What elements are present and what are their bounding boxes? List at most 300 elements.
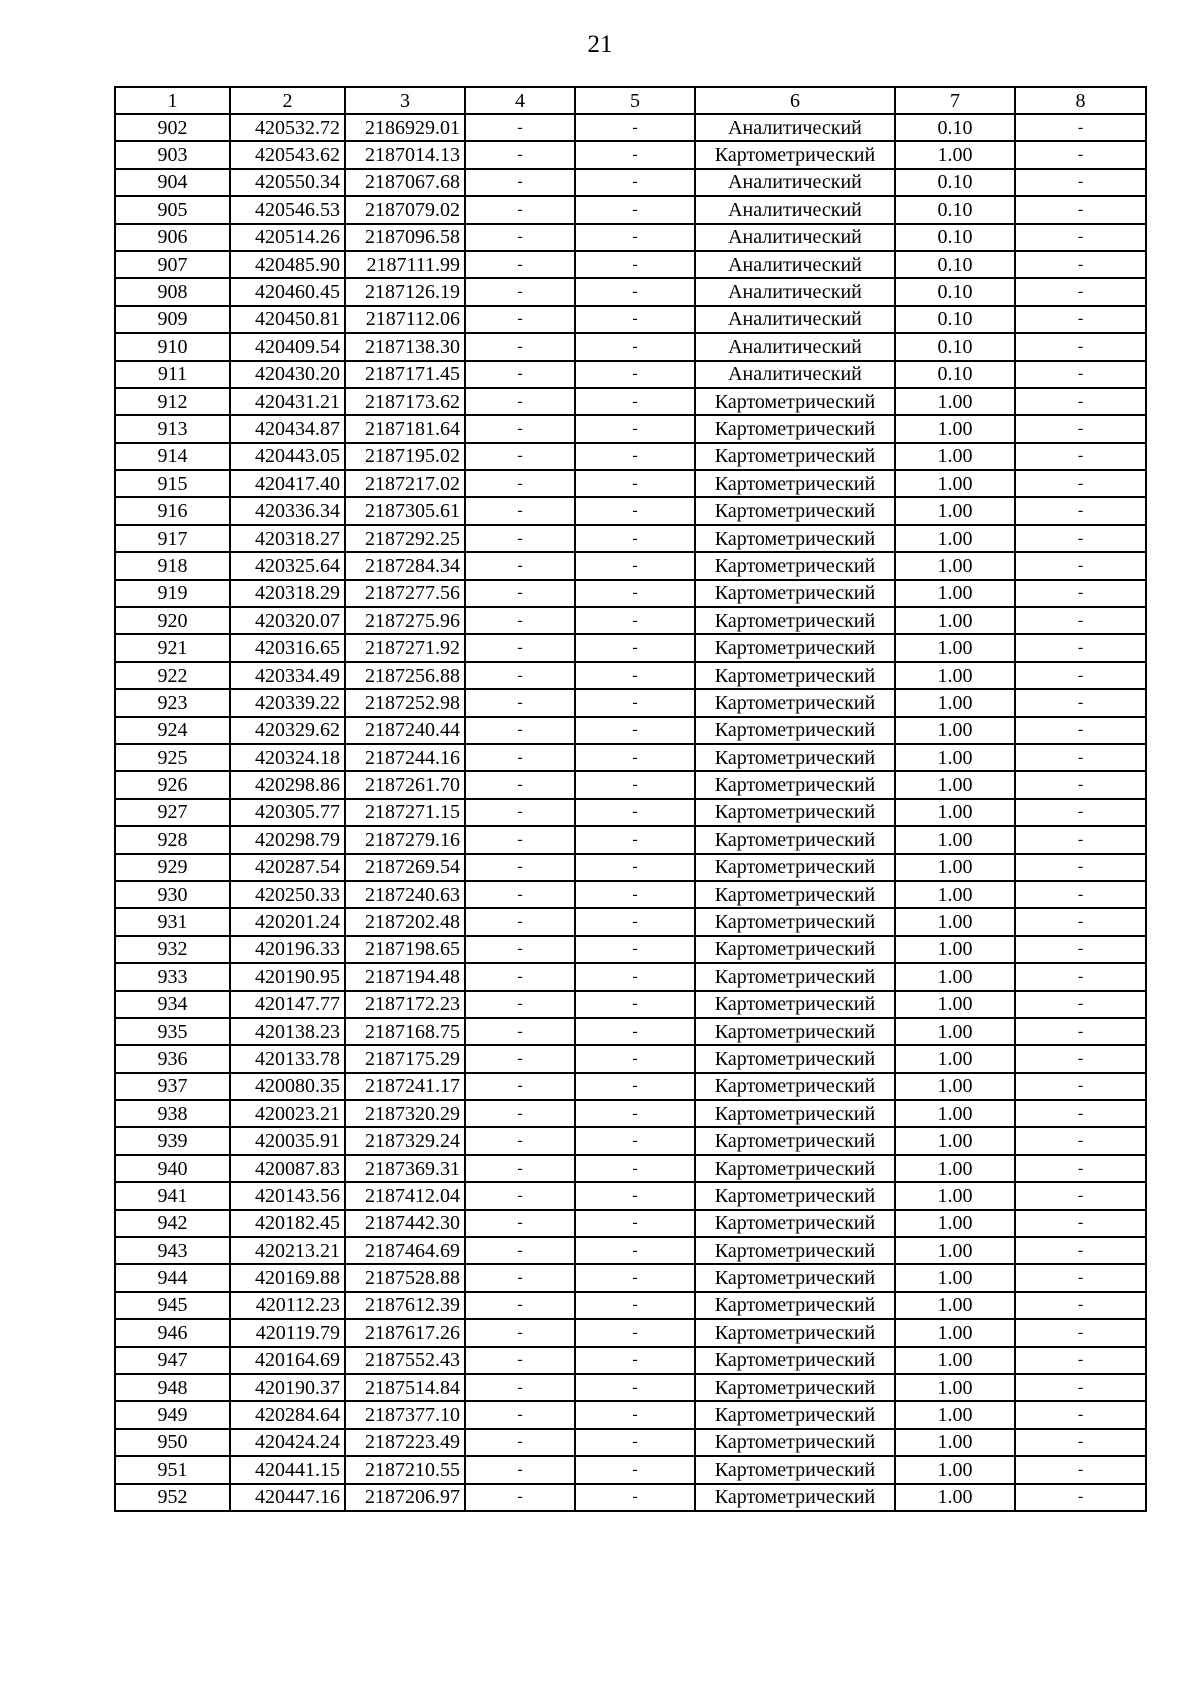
column-4-cell: - bbox=[465, 1319, 575, 1346]
x-coordinate-cell: 420119.79 bbox=[230, 1319, 345, 1346]
method-cell: Картометрический bbox=[695, 1237, 895, 1264]
point-number-cell: 931 bbox=[115, 908, 230, 935]
column-4-cell: - bbox=[465, 799, 575, 826]
point-number-cell: 927 bbox=[115, 799, 230, 826]
accuracy-cell: 1.00 bbox=[895, 1347, 1015, 1374]
y-coordinate-cell: 2187181.64 bbox=[345, 415, 465, 442]
method-cell: Картометрический bbox=[695, 580, 895, 607]
y-coordinate-cell: 2187369.31 bbox=[345, 1155, 465, 1182]
column-5-cell: - bbox=[575, 771, 695, 798]
x-coordinate-cell: 420213.21 bbox=[230, 1237, 345, 1264]
x-coordinate-cell: 420485.90 bbox=[230, 251, 345, 278]
point-number-cell: 906 bbox=[115, 224, 230, 251]
table-row bbox=[115, 1484, 1146, 1511]
point-number-cell: 926 bbox=[115, 771, 230, 798]
y-coordinate-cell: 2187240.44 bbox=[345, 717, 465, 744]
column-5-cell: - bbox=[575, 1045, 695, 1072]
y-coordinate-cell: 2187464.69 bbox=[345, 1237, 465, 1264]
column-8-cell: - bbox=[1015, 607, 1146, 634]
y-coordinate-cell: 2187241.17 bbox=[345, 1073, 465, 1100]
method-cell: Картометрический bbox=[695, 1292, 895, 1319]
method-cell: Картометрический bbox=[695, 634, 895, 661]
method-cell: Картометрический bbox=[695, 1210, 895, 1237]
column-header: 7 bbox=[895, 87, 1015, 114]
column-8-cell: - bbox=[1015, 717, 1146, 744]
y-coordinate-cell: 2187256.88 bbox=[345, 662, 465, 689]
column-5-cell: - bbox=[575, 114, 695, 141]
column-5-cell: - bbox=[575, 141, 695, 168]
column-8-cell: - bbox=[1015, 552, 1146, 579]
column-5-cell: - bbox=[575, 333, 695, 360]
accuracy-cell: 1.00 bbox=[895, 415, 1015, 442]
y-coordinate-cell: 2187329.24 bbox=[345, 1127, 465, 1154]
column-4-cell: - bbox=[465, 470, 575, 497]
column-4-cell: - bbox=[465, 114, 575, 141]
method-cell: Картометрический bbox=[695, 826, 895, 853]
y-coordinate-cell: 2187195.02 bbox=[345, 443, 465, 470]
method-cell: Картометрический bbox=[695, 717, 895, 744]
column-4-cell: - bbox=[465, 1347, 575, 1374]
x-coordinate-cell: 420087.83 bbox=[230, 1155, 345, 1182]
accuracy-cell: 1.00 bbox=[895, 634, 1015, 661]
column-4-cell: - bbox=[465, 141, 575, 168]
point-number-cell: 921 bbox=[115, 634, 230, 661]
accuracy-cell: 0.10 bbox=[895, 278, 1015, 305]
method-cell: Картометрический bbox=[695, 470, 895, 497]
table-row bbox=[115, 1045, 1146, 1072]
y-coordinate-cell: 2187244.16 bbox=[345, 744, 465, 771]
column-8-cell: - bbox=[1015, 1237, 1146, 1264]
column-4-cell: - bbox=[465, 443, 575, 470]
x-coordinate-cell: 420460.45 bbox=[230, 278, 345, 305]
method-cell: Картометрический bbox=[695, 854, 895, 881]
y-coordinate-cell: 2187014.13 bbox=[345, 141, 465, 168]
point-number-cell: 949 bbox=[115, 1401, 230, 1428]
column-5-cell: - bbox=[575, 306, 695, 333]
column-5-cell: - bbox=[575, 799, 695, 826]
y-coordinate-cell: 2187096.58 bbox=[345, 224, 465, 251]
column-5-cell: - bbox=[575, 1073, 695, 1100]
column-4-cell: - bbox=[465, 580, 575, 607]
point-number-cell: 916 bbox=[115, 497, 230, 524]
column-5-cell: - bbox=[575, 1100, 695, 1127]
y-coordinate-cell: 2187279.16 bbox=[345, 826, 465, 853]
column-4-cell: - bbox=[465, 361, 575, 388]
table-row bbox=[115, 771, 1146, 798]
accuracy-cell: 1.00 bbox=[895, 881, 1015, 908]
column-4-cell: - bbox=[465, 1182, 575, 1209]
x-coordinate-cell: 420447.16 bbox=[230, 1484, 345, 1511]
point-number-cell: 932 bbox=[115, 936, 230, 963]
y-coordinate-cell: 2187172.23 bbox=[345, 991, 465, 1018]
accuracy-cell: 1.00 bbox=[895, 1292, 1015, 1319]
column-4-cell: - bbox=[465, 169, 575, 196]
column-8-cell: - bbox=[1015, 634, 1146, 661]
column-8-cell: - bbox=[1015, 1347, 1146, 1374]
column-8-cell: - bbox=[1015, 1292, 1146, 1319]
table-row bbox=[115, 1456, 1146, 1483]
column-8-cell: - bbox=[1015, 771, 1146, 798]
table-row bbox=[115, 662, 1146, 689]
accuracy-cell: 1.00 bbox=[895, 771, 1015, 798]
column-8-cell: - bbox=[1015, 936, 1146, 963]
method-cell: Картометрический bbox=[695, 1347, 895, 1374]
x-coordinate-cell: 420329.62 bbox=[230, 717, 345, 744]
table-row bbox=[115, 1127, 1146, 1154]
column-4-cell: - bbox=[465, 1401, 575, 1428]
column-5-cell: - bbox=[575, 662, 695, 689]
column-4-cell: - bbox=[465, 196, 575, 223]
column-8-cell: - bbox=[1015, 169, 1146, 196]
column-8-cell: - bbox=[1015, 388, 1146, 415]
y-coordinate-cell: 2187612.39 bbox=[345, 1292, 465, 1319]
column-5-cell: - bbox=[575, 1484, 695, 1511]
method-cell: Картометрический bbox=[695, 525, 895, 552]
column-4-cell: - bbox=[465, 525, 575, 552]
y-coordinate-cell: 2187412.04 bbox=[345, 1182, 465, 1209]
method-cell: Картометрический bbox=[695, 1073, 895, 1100]
method-cell: Картометрический bbox=[695, 1045, 895, 1072]
method-cell: Картометрический bbox=[695, 1484, 895, 1511]
point-number-cell: 904 bbox=[115, 169, 230, 196]
method-cell: Картометрический bbox=[695, 141, 895, 168]
method-cell: Картометрический bbox=[695, 1100, 895, 1127]
column-4-cell: - bbox=[465, 1018, 575, 1045]
x-coordinate-cell: 420434.87 bbox=[230, 415, 345, 442]
y-coordinate-cell: 2187126.19 bbox=[345, 278, 465, 305]
method-cell: Картометрический bbox=[695, 936, 895, 963]
x-coordinate-cell: 420298.79 bbox=[230, 826, 345, 853]
y-coordinate-cell: 2187305.61 bbox=[345, 497, 465, 524]
method-cell: Картометрический bbox=[695, 415, 895, 442]
x-coordinate-cell: 420431.21 bbox=[230, 388, 345, 415]
accuracy-cell: 1.00 bbox=[895, 1073, 1015, 1100]
column-4-cell: - bbox=[465, 1264, 575, 1291]
column-8-cell: - bbox=[1015, 826, 1146, 853]
method-cell: Картометрический bbox=[695, 689, 895, 716]
column-4-cell: - bbox=[465, 662, 575, 689]
column-5-cell: - bbox=[575, 1210, 695, 1237]
accuracy-cell: 1.00 bbox=[895, 1100, 1015, 1127]
table-row bbox=[115, 1100, 1146, 1127]
column-4-cell: - bbox=[465, 1484, 575, 1511]
table-row bbox=[115, 1292, 1146, 1319]
accuracy-cell: 1.00 bbox=[895, 689, 1015, 716]
method-cell: Аналитический bbox=[695, 224, 895, 251]
column-8-cell: - bbox=[1015, 1429, 1146, 1456]
x-coordinate-cell: 420196.33 bbox=[230, 936, 345, 963]
column-5-cell: - bbox=[575, 224, 695, 251]
y-coordinate-cell: 2187067.68 bbox=[345, 169, 465, 196]
point-number-cell: 936 bbox=[115, 1045, 230, 1072]
column-4-cell: - bbox=[465, 991, 575, 1018]
column-5-cell: - bbox=[575, 169, 695, 196]
column-5-cell: - bbox=[575, 717, 695, 744]
column-5-cell: - bbox=[575, 1237, 695, 1264]
y-coordinate-cell: 2187194.48 bbox=[345, 963, 465, 990]
x-coordinate-cell: 420417.40 bbox=[230, 470, 345, 497]
accuracy-cell: 1.00 bbox=[895, 936, 1015, 963]
accuracy-cell: 1.00 bbox=[895, 525, 1015, 552]
method-cell: Картометрический bbox=[695, 662, 895, 689]
method-cell: Картометрический bbox=[695, 1429, 895, 1456]
table-row bbox=[115, 1210, 1146, 1237]
y-coordinate-cell: 2187112.06 bbox=[345, 306, 465, 333]
point-number-cell: 945 bbox=[115, 1292, 230, 1319]
method-cell: Аналитический bbox=[695, 278, 895, 305]
column-8-cell: - bbox=[1015, 1127, 1146, 1154]
column-4-cell: - bbox=[465, 607, 575, 634]
y-coordinate-cell: 2187138.30 bbox=[345, 333, 465, 360]
accuracy-cell: 1.00 bbox=[895, 963, 1015, 990]
column-4-cell: - bbox=[465, 278, 575, 305]
accuracy-cell: 0.10 bbox=[895, 224, 1015, 251]
y-coordinate-cell: 2187175.29 bbox=[345, 1045, 465, 1072]
table-row bbox=[115, 224, 1146, 251]
x-coordinate-cell: 420443.05 bbox=[230, 443, 345, 470]
column-4-cell: - bbox=[465, 1155, 575, 1182]
column-8-cell: - bbox=[1015, 141, 1146, 168]
table-row bbox=[115, 580, 1146, 607]
column-5-cell: - bbox=[575, 251, 695, 278]
column-5-cell: - bbox=[575, 470, 695, 497]
method-cell: Аналитический bbox=[695, 251, 895, 278]
column-5-cell: - bbox=[575, 525, 695, 552]
x-coordinate-cell: 420250.33 bbox=[230, 881, 345, 908]
point-number-cell: 942 bbox=[115, 1210, 230, 1237]
point-number-cell: 912 bbox=[115, 388, 230, 415]
accuracy-cell: 1.00 bbox=[895, 443, 1015, 470]
accuracy-cell: 1.00 bbox=[895, 1155, 1015, 1182]
accuracy-cell: 0.10 bbox=[895, 333, 1015, 360]
accuracy-cell: 1.00 bbox=[895, 1237, 1015, 1264]
table-row bbox=[115, 1155, 1146, 1182]
column-5-cell: - bbox=[575, 1182, 695, 1209]
point-number-cell: 903 bbox=[115, 141, 230, 168]
column-8-cell: - bbox=[1015, 333, 1146, 360]
x-coordinate-cell: 420320.07 bbox=[230, 607, 345, 634]
x-coordinate-cell: 420287.54 bbox=[230, 854, 345, 881]
column-8-cell: - bbox=[1015, 1264, 1146, 1291]
method-cell: Картометрический bbox=[695, 497, 895, 524]
table-row bbox=[115, 1429, 1146, 1456]
column-4-cell: - bbox=[465, 881, 575, 908]
accuracy-cell: 1.00 bbox=[895, 497, 1015, 524]
x-coordinate-cell: 420133.78 bbox=[230, 1045, 345, 1072]
accuracy-cell: 1.00 bbox=[895, 1429, 1015, 1456]
point-number-cell: 952 bbox=[115, 1484, 230, 1511]
y-coordinate-cell: 2187111.99 bbox=[345, 251, 465, 278]
table-row bbox=[115, 908, 1146, 935]
table-row bbox=[115, 388, 1146, 415]
column-8-cell: - bbox=[1015, 114, 1146, 141]
method-cell: Картометрический bbox=[695, 1182, 895, 1209]
method-cell: Картометрический bbox=[695, 1374, 895, 1401]
page-number: 21 bbox=[587, 31, 613, 58]
column-8-cell: - bbox=[1015, 1484, 1146, 1511]
y-coordinate-cell: 2187271.15 bbox=[345, 799, 465, 826]
column-8-cell: - bbox=[1015, 306, 1146, 333]
y-coordinate-cell: 2187261.70 bbox=[345, 771, 465, 798]
point-number-cell: 910 bbox=[115, 333, 230, 360]
table-body bbox=[115, 114, 1146, 1511]
column-8-cell: - bbox=[1015, 470, 1146, 497]
column-8-cell: - bbox=[1015, 415, 1146, 442]
y-coordinate-cell: 2187252.98 bbox=[345, 689, 465, 716]
method-cell: Картометрический bbox=[695, 1456, 895, 1483]
y-coordinate-cell: 2187269.54 bbox=[345, 854, 465, 881]
method-cell: Картометрический bbox=[695, 1401, 895, 1428]
column-8-cell: - bbox=[1015, 443, 1146, 470]
y-coordinate-cell: 2187292.25 bbox=[345, 525, 465, 552]
x-coordinate-cell: 420325.64 bbox=[230, 552, 345, 579]
column-8-cell: - bbox=[1015, 1100, 1146, 1127]
accuracy-cell: 1.00 bbox=[895, 799, 1015, 826]
point-number-cell: 933 bbox=[115, 963, 230, 990]
y-coordinate-cell: 2187173.62 bbox=[345, 388, 465, 415]
column-4-cell: - bbox=[465, 415, 575, 442]
point-number-cell: 930 bbox=[115, 881, 230, 908]
column-5-cell: - bbox=[575, 1127, 695, 1154]
y-coordinate-cell: 2187275.96 bbox=[345, 607, 465, 634]
column-4-cell: - bbox=[465, 224, 575, 251]
column-5-cell: - bbox=[575, 908, 695, 935]
x-coordinate-cell: 420409.54 bbox=[230, 333, 345, 360]
column-4-cell: - bbox=[465, 1237, 575, 1264]
column-5-cell: - bbox=[575, 1018, 695, 1045]
x-coordinate-cell: 420147.77 bbox=[230, 991, 345, 1018]
column-5-cell: - bbox=[575, 1292, 695, 1319]
x-coordinate-cell: 420324.18 bbox=[230, 744, 345, 771]
table-row bbox=[115, 443, 1146, 470]
column-5-cell: - bbox=[575, 443, 695, 470]
x-coordinate-cell: 420424.24 bbox=[230, 1429, 345, 1456]
point-number-cell: 941 bbox=[115, 1182, 230, 1209]
table-row bbox=[115, 689, 1146, 716]
point-number-cell: 922 bbox=[115, 662, 230, 689]
x-coordinate-cell: 420023.21 bbox=[230, 1100, 345, 1127]
accuracy-cell: 0.10 bbox=[895, 114, 1015, 141]
table-row bbox=[115, 1374, 1146, 1401]
column-5-cell: - bbox=[575, 1374, 695, 1401]
column-8-cell: - bbox=[1015, 1155, 1146, 1182]
point-number-cell: 938 bbox=[115, 1100, 230, 1127]
column-4-cell: - bbox=[465, 1210, 575, 1237]
column-8-cell: - bbox=[1015, 1401, 1146, 1428]
column-8-cell: - bbox=[1015, 580, 1146, 607]
table-row bbox=[115, 306, 1146, 333]
column-5-cell: - bbox=[575, 361, 695, 388]
column-4-cell: - bbox=[465, 936, 575, 963]
point-number-cell: 919 bbox=[115, 580, 230, 607]
table-row bbox=[115, 278, 1146, 305]
x-coordinate-cell: 420284.64 bbox=[230, 1401, 345, 1428]
y-coordinate-cell: 2187202.48 bbox=[345, 908, 465, 935]
table-row bbox=[115, 169, 1146, 196]
column-5-cell: - bbox=[575, 497, 695, 524]
accuracy-cell: 1.00 bbox=[895, 1210, 1015, 1237]
point-number-cell: 907 bbox=[115, 251, 230, 278]
header-row bbox=[115, 87, 1146, 114]
table-header bbox=[115, 87, 1146, 114]
column-8-cell: - bbox=[1015, 1073, 1146, 1100]
x-coordinate-cell: 420336.34 bbox=[230, 497, 345, 524]
column-8-cell: - bbox=[1015, 908, 1146, 935]
column-4-cell: - bbox=[465, 771, 575, 798]
point-number-cell: 917 bbox=[115, 525, 230, 552]
column-8-cell: - bbox=[1015, 196, 1146, 223]
method-cell: Аналитический bbox=[695, 114, 895, 141]
method-cell: Картометрический bbox=[695, 991, 895, 1018]
column-4-cell: - bbox=[465, 306, 575, 333]
point-number-cell: 902 bbox=[115, 114, 230, 141]
method-cell: Картометрический bbox=[695, 607, 895, 634]
table-row bbox=[115, 1018, 1146, 1045]
method-cell: Картометрический bbox=[695, 443, 895, 470]
point-number-cell: 924 bbox=[115, 717, 230, 744]
point-number-cell: 939 bbox=[115, 1127, 230, 1154]
method-cell: Картометрический bbox=[695, 1155, 895, 1182]
accuracy-cell: 0.10 bbox=[895, 196, 1015, 223]
y-coordinate-cell: 2187271.92 bbox=[345, 634, 465, 661]
accuracy-cell: 1.00 bbox=[895, 991, 1015, 1018]
x-coordinate-cell: 420305.77 bbox=[230, 799, 345, 826]
accuracy-cell: 1.00 bbox=[895, 826, 1015, 853]
table-row bbox=[115, 1347, 1146, 1374]
accuracy-cell: 1.00 bbox=[895, 854, 1015, 881]
x-coordinate-cell: 420164.69 bbox=[230, 1347, 345, 1374]
y-coordinate-cell: 2187320.29 bbox=[345, 1100, 465, 1127]
accuracy-cell: 1.00 bbox=[895, 1127, 1015, 1154]
accuracy-cell: 1.00 bbox=[895, 717, 1015, 744]
column-header: 1 bbox=[115, 87, 230, 114]
table-row bbox=[115, 525, 1146, 552]
y-coordinate-cell: 2187528.88 bbox=[345, 1264, 465, 1291]
column-5-cell: - bbox=[575, 826, 695, 853]
method-cell: Картометрический bbox=[695, 1319, 895, 1346]
y-coordinate-cell: 2187079.02 bbox=[345, 196, 465, 223]
table-row bbox=[115, 141, 1146, 168]
column-4-cell: - bbox=[465, 1127, 575, 1154]
y-coordinate-cell: 2187168.75 bbox=[345, 1018, 465, 1045]
column-4-cell: - bbox=[465, 1100, 575, 1127]
y-coordinate-cell: 2187223.49 bbox=[345, 1429, 465, 1456]
table-row bbox=[115, 936, 1146, 963]
point-number-cell: 908 bbox=[115, 278, 230, 305]
method-cell: Картометрический bbox=[695, 908, 895, 935]
column-5-cell: - bbox=[575, 278, 695, 305]
column-header: 4 bbox=[465, 87, 575, 114]
column-4-cell: - bbox=[465, 1429, 575, 1456]
column-4-cell: - bbox=[465, 689, 575, 716]
column-8-cell: - bbox=[1015, 799, 1146, 826]
y-coordinate-cell: 2187240.63 bbox=[345, 881, 465, 908]
column-8-cell: - bbox=[1015, 1210, 1146, 1237]
point-number-cell: 940 bbox=[115, 1155, 230, 1182]
point-number-cell: 913 bbox=[115, 415, 230, 442]
point-number-cell: 950 bbox=[115, 1429, 230, 1456]
accuracy-cell: 0.10 bbox=[895, 169, 1015, 196]
column-4-cell: - bbox=[465, 1292, 575, 1319]
point-number-cell: 937 bbox=[115, 1073, 230, 1100]
method-cell: Картометрический bbox=[695, 799, 895, 826]
table-row bbox=[115, 607, 1146, 634]
method-cell: Аналитический bbox=[695, 169, 895, 196]
y-coordinate-cell: 2187217.02 bbox=[345, 470, 465, 497]
accuracy-cell: 1.00 bbox=[895, 1045, 1015, 1072]
column-8-cell: - bbox=[1015, 689, 1146, 716]
column-8-cell: - bbox=[1015, 1456, 1146, 1483]
